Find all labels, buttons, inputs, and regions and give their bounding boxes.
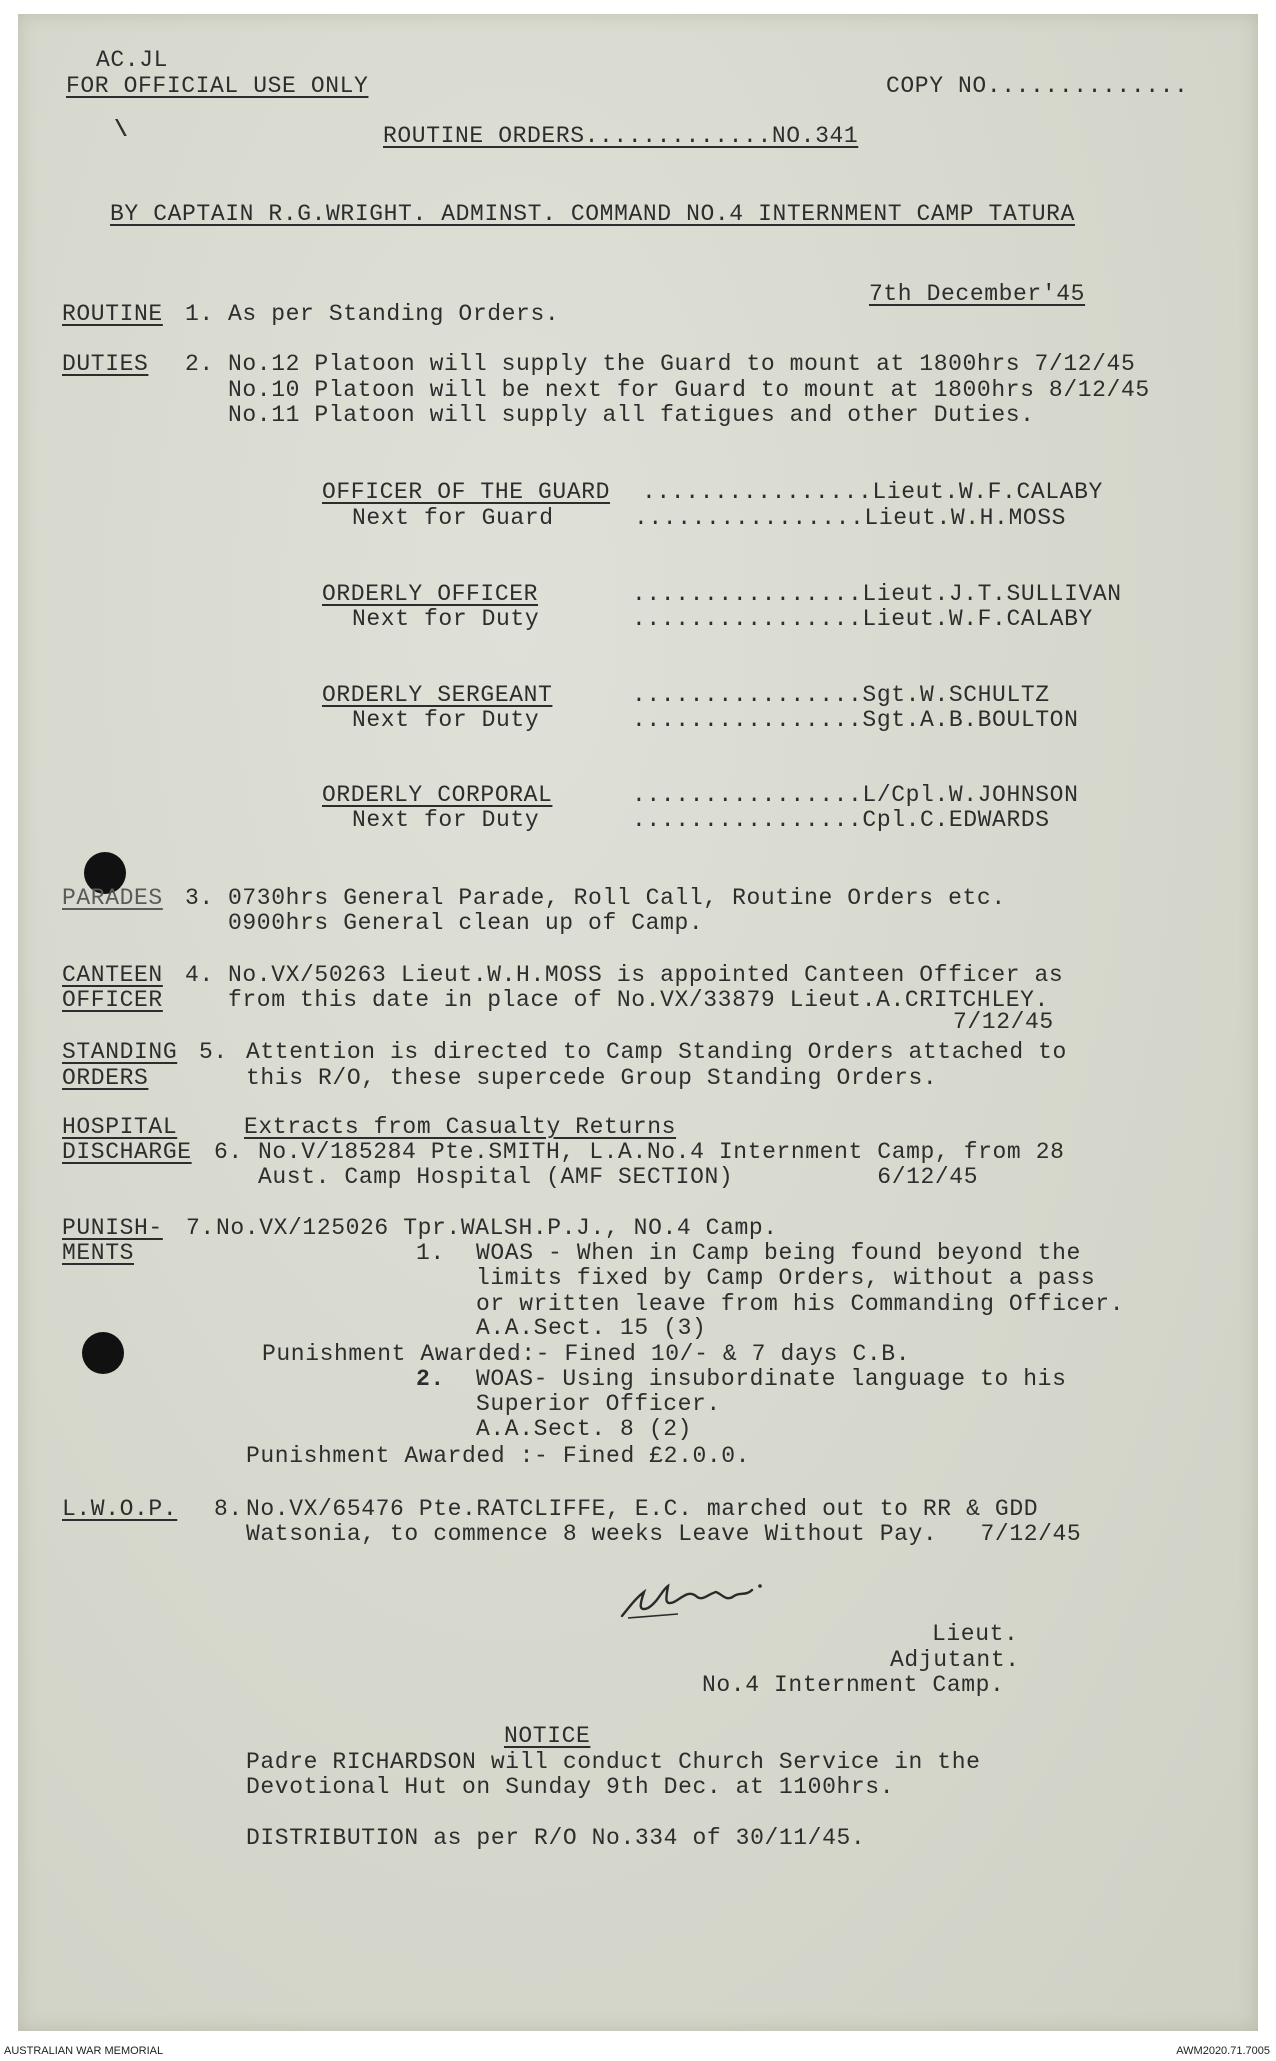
section-label-hospital-2: DISCHARGE (62, 1139, 192, 1165)
canteen-line: No.VX/50263 Lieut.W.H.MOSS is appointed Canteen Officer as (228, 962, 1064, 988)
roster-assignment: ................Lieut.J.T.SULLIVAN (632, 581, 1122, 607)
section-label-standing: STANDING (62, 1039, 178, 1065)
signature-rank: Lieut. (932, 1621, 1019, 1647)
reference-code: AC.JL (96, 47, 169, 73)
section-number-5: 5. (199, 1039, 228, 1065)
signature-role: Adjutant. (890, 1647, 1020, 1673)
section-label-routine: ROUTINE (62, 301, 163, 327)
roster-next-assignment: ................Cpl.C.EDWARDS (632, 807, 1050, 833)
routine-text: As per Standing Orders. (228, 301, 560, 327)
parades-line: 0900hrs General clean up of Camp. (228, 910, 704, 936)
section-label-hospital: HOSPITAL (62, 1114, 178, 1140)
section-label-punishments-2: MENTS (62, 1240, 135, 1266)
roster-title: ORDERLY OFFICER (322, 581, 539, 607)
copy-number: COPY NO.............. (886, 73, 1189, 99)
roster-next: Next for Duty (352, 606, 540, 632)
roster-next-assignment: ................Lieut.W.H.MOSS (634, 505, 1067, 531)
roster-next-assignment: ................Sgt.A.B.BOULTON (632, 707, 1079, 733)
standing-line: this R/O, these supercede Group Standing Orders. (246, 1065, 938, 1091)
archive-credit: AUSTRALIAN WAR MEMORIAL (4, 2045, 164, 2057)
section-number-1: 1. (185, 301, 214, 327)
section-number-4: 4. (185, 962, 214, 988)
signature-unit: No.4 Internment Camp. (702, 1672, 1005, 1698)
charge-line: Superior Officer. (476, 1391, 721, 1417)
hospital-heading: Extracts from Casualty Returns (244, 1114, 677, 1140)
charge-line: or written leave from his Commanding Officer. (476, 1291, 1125, 1317)
lwop-line: Watsonia, to commence 8 weeks Leave Without Pay. 7/12/45 (246, 1521, 1082, 1547)
roster-title: OFFICER OF THE GUARD (322, 479, 611, 505)
punishment-award: Punishment Awarded:- Fined 10/- & 7 days C.B. (262, 1341, 911, 1367)
charge-line: A.A.Sect. 8 (2) (476, 1416, 693, 1442)
lwop-line: No.VX/65476 Pte.RATCLIFFE, E.C. marched out to RR & GDD (246, 1496, 1039, 1522)
parades-line: 0730hrs General Parade, Roll Call, Routine Orders etc. (228, 885, 1006, 911)
section-number-2: 2. (185, 351, 214, 377)
duties-line: No.10 Platoon will be next for Guard to mount at 1800hrs 8/12/45 (228, 377, 1150, 403)
section-number-8: 8. (214, 1496, 243, 1522)
section-label-duties: DUTIES (62, 351, 149, 377)
roster-title: ORDERLY SERGEANT (322, 682, 553, 708)
signature-scribble (618, 1576, 768, 1624)
section-label-canteen-2: OFFICER (62, 987, 163, 1013)
document-title: ROUTINE ORDERS.............NO.341 (383, 123, 859, 149)
charge-line: limits fixed by Camp Orders, without a pass (476, 1265, 1096, 1291)
hospital-line: No.V/185284 Pte.SMITH, L.A.No.4 Internment Camp, from 28 (258, 1139, 1065, 1165)
hospital-line: Aust. Camp Hospital (AMF SECTION) 6/12/45 (258, 1164, 979, 1190)
roster-assignment: ................Sgt.W.SCHULTZ (632, 682, 1050, 708)
notice-heading: NOTICE (504, 1723, 591, 1749)
classification-label: FOR OFFICIAL USE ONLY (66, 73, 369, 99)
charge-line: WOAS- Using insubordinate language to his (476, 1366, 1067, 1392)
section-number-3: 3. (185, 885, 214, 911)
section-label-standing-2: ORDERS (62, 1065, 149, 1091)
notice-line: Padre RICHARDSON will conduct Church Service in the (246, 1749, 981, 1775)
charge-line: WOAS - When in Camp being found beyond the (476, 1240, 1081, 1266)
canteen-line: from this date in place of No.VX/33879 Lieut.A.CRITCHLEY. (228, 987, 1049, 1013)
section-number-7: 7. (186, 1215, 215, 1241)
punishment-award: Punishment Awarded :- Fined £2.0.0. (246, 1443, 751, 1469)
duties-line: No.12 Platoon will supply the Guard to mount at 1800hrs 7/12/45 (228, 351, 1136, 377)
roster-title: ORDERLY CORPORAL (322, 782, 553, 808)
tick-mark: \ (114, 117, 129, 143)
punishment-subject: No.VX/125026 Tpr.WALSH.P.J., NO.4 Camp. (216, 1215, 778, 1241)
roster-next: Next for Guard (352, 505, 554, 531)
section-label-lwop: L.W.O.P. (62, 1496, 178, 1522)
roster-assignment: ................L/Cpl.W.JOHNSON (632, 782, 1079, 808)
roster-next: Next for Duty (352, 807, 540, 833)
issuing-authority: BY CAPTAIN R.G.WRIGHT. ADMINST. COMMAND NO.4 INTERNMENT CAMP TATURA (110, 201, 1075, 227)
section-number-6: 6. (214, 1139, 243, 1165)
notice-line: Devotional Hut on Sunday 9th Dec. at 1100hrs. (246, 1774, 895, 1800)
charge-number: 1. (416, 1240, 445, 1266)
charge-line: A.A.Sect. 15 (3) (476, 1315, 707, 1341)
canteen-date: 7/12/45 (953, 1009, 1054, 1035)
standing-line: Attention is directed to Camp Standing Orders attached to (246, 1039, 1067, 1065)
archive-reference: AWM2020.71.7005 (1176, 2045, 1270, 2057)
duties-line: No.11 Platoon will supply all fatigues and other Duties. (228, 402, 1035, 428)
roster-next-assignment: ................Lieut.W.F.CALABY (632, 606, 1093, 632)
punch-hole-lower (82, 1332, 124, 1374)
order-date: 7th December'45 (869, 281, 1086, 307)
roster-assignment: ................Lieut.W.F.CALABY (642, 479, 1103, 505)
roster-next: Next for Duty (352, 707, 540, 733)
section-label-punishments: PUNISH- (62, 1215, 163, 1241)
charge-number: 2. (416, 1366, 445, 1392)
distribution-line: DISTRIBUTION as per R/O No.334 of 30/11/45. (246, 1825, 866, 1851)
section-label-canteen: CANTEEN (62, 962, 163, 988)
section-label-parades: PARADES (62, 885, 163, 911)
